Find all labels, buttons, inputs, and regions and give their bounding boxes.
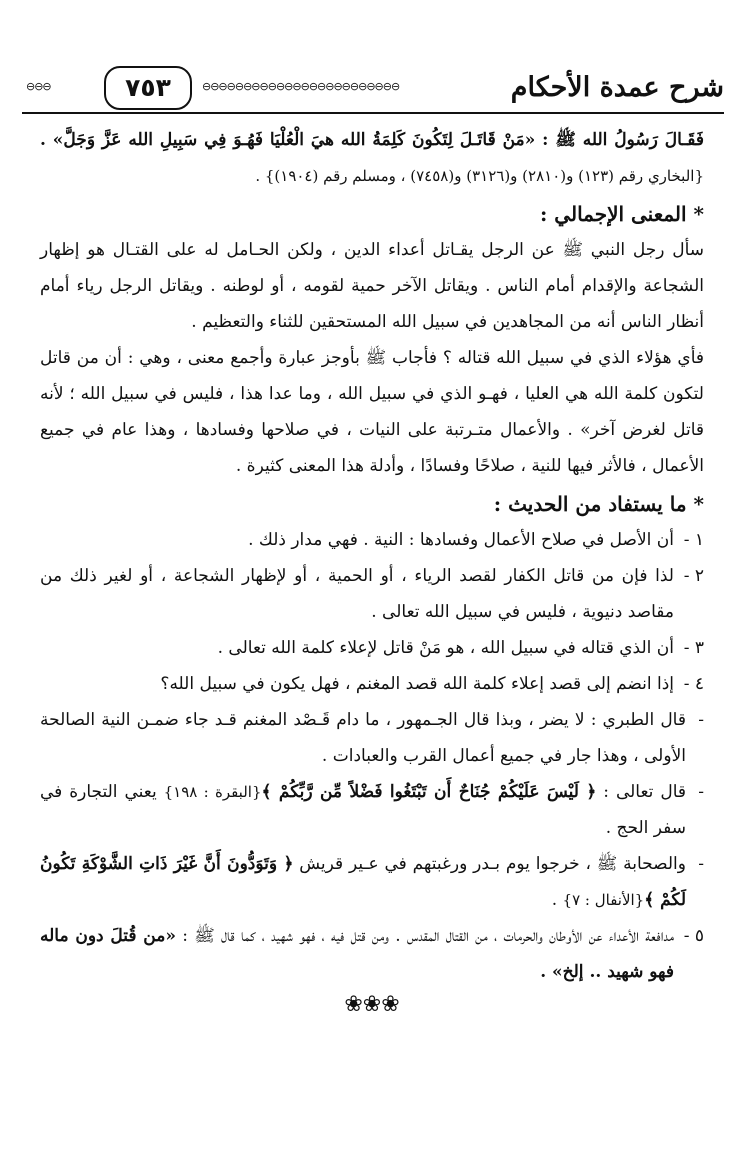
text-after: يعني التجارة في سفر الحج . bbox=[40, 782, 686, 838]
item-number: ٣ - bbox=[683, 638, 704, 658]
page-header bbox=[22, 62, 724, 122]
sub-item-quran-baqara bbox=[40, 774, 704, 846]
item-number: ١ - bbox=[683, 530, 704, 550]
item-number: ٤ - bbox=[683, 674, 704, 694]
item5-text: مدافعة الأعداء عن الأوطان والحرمات ، من القتال المقدس . ومن قتل فيه ، فهو شهيد ، كما قال ﷺ : bbox=[175, 926, 674, 946]
verse-reference: {الأنفال : ٧} bbox=[562, 891, 645, 909]
item-text: أن الأصل في صلاح الأعمال وفسادها : النية . فهي مدار ذلك . bbox=[248, 530, 674, 550]
quran-verse: ﴿ وَتَوَدُّونَ أَنَّ غَيْرَ ذَاتِ الشَّوْكَةِ تَكُونُ لَكُمْ ﴾ bbox=[40, 854, 686, 910]
item-text bbox=[40, 918, 674, 990]
item-number: ٢ - bbox=[683, 566, 704, 586]
text-before: قال تعالى : bbox=[596, 782, 686, 802]
item-text: إذا انضم إلى قصد إعلاء كلمة الله قصد المغنم ، فهل يكون في سبيل الله؟ bbox=[160, 674, 674, 694]
sub-item-text: قال الطبري : لا يضر ، وبذا قال الجـمهور ، ما دام قَـصْد المغنم قـد جاء ضمـن النية الصالحة الأولى ، وهذا جار في جميع أعمال القرب والعبادات . bbox=[40, 710, 686, 766]
header-divider bbox=[22, 112, 724, 114]
page-number: ٧٥٣ bbox=[104, 66, 192, 110]
sub-item-tabari bbox=[40, 702, 704, 774]
hadith-reference: {البخاري رقم (١٢٣) و(٢٨١٠) و(٣١٢٦) و(٧٤٥٨) ، ومسلم رقم (١٩٠٤)} . bbox=[255, 167, 704, 185]
quran-verse: ﴿ لَيْسَ عَلَيْكُمْ جُنَاحٌ أَن تَبْتَغُوا فَضْلاً مِّن رَّبِّكُمْ ﴾ bbox=[261, 782, 597, 802]
section-heading-benefits: * ما يستفاد من الحديث : bbox=[493, 492, 704, 516]
item-text: لذا فإن من قاتل الكفار لقصد الرياء ، أو الحمية ، أو لإظهار الشجاعة ، أو لغير ذلك من مقاصد دنيوية ، فليس في سبيل الله تعالى . bbox=[40, 566, 674, 622]
dash-mark: - bbox=[698, 854, 704, 874]
summary-paragraph-2: فأي هؤلاء الذي في سبيل الله قتاله ؟ فأجاب ﷺ بأوجز عبارة وأجمع معنى ، وهي : أن من قاتل لتكون كلمة الله هي العليا ، فهـو الذي في سبيل الله ، وما عدا هذا ، فليس في سبيل الله ؛ لأنه قاتل لغرض آخر» . والأعمال متـرتبة على النيات ، في صلاحها وفسادها ، وهذا عام في جميع الأعمال ، فالأثر فيها للنية ، صلاحًا وفسادًا ، وأدلة هذا المعنى كثيرة . bbox=[40, 348, 704, 476]
hadith-quote-martyr: «من قُتلَ دون ماله فهو شهيد .. إلخ» . bbox=[40, 926, 674, 982]
hadith-text bbox=[40, 122, 704, 194]
sub-item-text bbox=[40, 774, 686, 846]
dash-mark: - bbox=[698, 710, 704, 730]
benefit-item-2 bbox=[40, 558, 704, 630]
book-title: شرح عمدة الأحكام bbox=[510, 72, 724, 103]
item-text: أن الذي قتاله في سبيل الله ، هو مَنْ قاتل لإعلاء كلمة الله تعالى . bbox=[217, 638, 674, 658]
benefit-item-4 bbox=[40, 666, 704, 702]
text-before: والصحابة ﷺ ، خرجوا يوم بـدر ورغبتهم في عـير قريش bbox=[293, 854, 686, 874]
benefit-item-1 bbox=[40, 522, 704, 558]
verse-reference: {البقرة : ١٩٨} bbox=[163, 783, 262, 801]
hadith-quote: فَقَـالَ رَسُولُ الله ﷺ : «مَنْ قَاتَـلَ لِتَكُونَ كَلِمَةُ الله هيَ الْعُلْيَا فَهُـوَ فِي سَبِيلِ الله عَزَّ وَجَلَّ» . bbox=[40, 130, 704, 150]
text-after: . bbox=[551, 890, 563, 910]
item-number: ٥ - bbox=[683, 926, 704, 946]
header-ornament-left: ⊖⊖⊖ bbox=[26, 80, 51, 93]
dash-mark: - bbox=[698, 782, 704, 802]
end-ornament: ❀❀❀ bbox=[344, 992, 400, 1017]
page-content bbox=[40, 122, 704, 1020]
benefit-item-3 bbox=[40, 630, 704, 666]
summary-paragraph-1: سأل رجل النبي ﷺ عن الرجل يقـاتل أعداء الدين ، ولكن الحـامل له على القتـال هو إظهار الشجاعة والإقدام أمام الناس . ويقاتل الآخر حمية لقومه ، أو لوطنه . ويقاتل الرجل رياء أمام أنظار الناس أنه من المجاهدين في سبيل الله المستحقين للثناء والتعظيم . bbox=[40, 240, 704, 332]
header-ornament-right: ⊖⊖⊖⊖⊖⊖⊖⊖⊖⊖⊖⊖⊖⊖⊖⊖⊖⊖⊖⊖⊖⊖⊖⊖ bbox=[202, 80, 400, 93]
sub-item-text bbox=[40, 846, 686, 918]
benefit-item-5 bbox=[40, 918, 704, 990]
sub-item-quran-anfal bbox=[40, 846, 704, 918]
section-heading-summary: * المعنى الإجمالي : bbox=[539, 202, 704, 226]
